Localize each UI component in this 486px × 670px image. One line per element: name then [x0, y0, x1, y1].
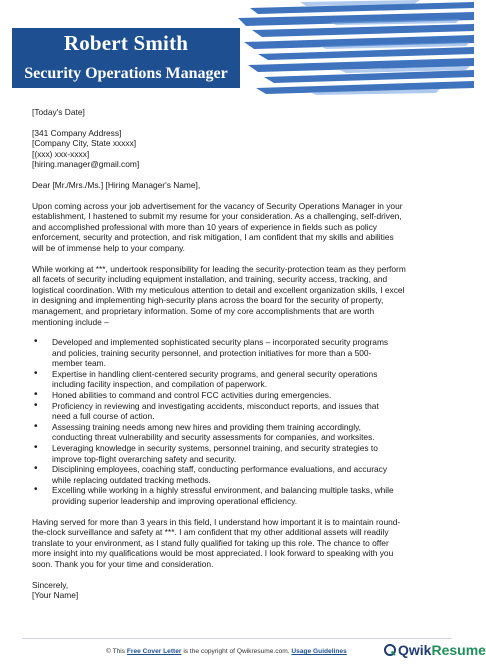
address-line: [341 Company Address]	[32, 127, 122, 138]
list-item-line: while replacing outdated tracking methods.	[52, 474, 211, 485]
paragraph-line: While working at ***, undertook responsibility for leading the security-protection team as they perform	[32, 263, 406, 274]
letter-date: [Today's Date]	[32, 107, 85, 117]
list-item-line: and policies, training security personnel, and protection initiatives for more than a 500-	[52, 347, 372, 358]
paragraph-line: and accomplished professional with more than 10 years of experience in fields such as policy	[32, 221, 377, 232]
list-item-line: • Developed and implemented sophisticated security plans – incorporated security programs	[52, 337, 389, 348]
logo-text-resume: Resume	[431, 642, 486, 658]
salutation-block	[32, 180, 446, 191]
logo-text-qwik: Qwik	[398, 642, 432, 658]
paragraph-line: soon. Thank you for your time and consideration.	[32, 558, 214, 569]
applicant-name: Robert Smith	[63, 31, 189, 55]
list-item	[52, 443, 446, 464]
job-title: Security Operations Manager	[24, 65, 228, 82]
list-item-line: • Honed abilities to command and control FCC activities during emergencies.	[52, 390, 332, 401]
qwikresume-logo[interactable]	[384, 642, 486, 658]
list-item	[52, 401, 446, 422]
list-item	[52, 422, 446, 443]
list-item	[52, 485, 446, 506]
accomplishments-list	[32, 337, 446, 507]
list-item-line: member team.	[52, 358, 106, 369]
paragraph-line: all facets of security including equipment installation, and training, security access, tracking, and	[32, 274, 388, 285]
list-item	[52, 369, 446, 390]
paragraph-line: in designing and implementing high-security plans across the board for the security of property,	[32, 295, 384, 306]
paragraph-line: translate to your environment, as I stand fully qualified for taking up this role. The chance to offer	[32, 537, 389, 548]
title-banner	[12, 62, 240, 88]
list-item-line: • Disciplining employees, coaching staff, conducting performance evaluations, and accuracy	[52, 464, 388, 475]
list-item-line: • Proficiency in reviewing and investigating accidents, misconduct reports, and issues that	[52, 400, 379, 411]
paragraph-experience	[32, 264, 446, 328]
list-item	[52, 337, 446, 369]
letter-body	[32, 107, 446, 611]
list-item	[52, 464, 446, 485]
paragraph-line: Having served for more than 3 years in this field, I understand how important it is to maintain round-	[32, 516, 401, 527]
address-block	[32, 128, 446, 170]
list-item-line: • Leveraging knowledge in security systems, personnel training, and security strategies to	[52, 443, 378, 454]
paragraph-line: establishment, I hastened to submit my resume for your consideration. As a challenging, self-driven,	[32, 211, 402, 222]
signature: [Your Name]	[32, 590, 79, 601]
address-line: [hiring.manager@gmail.com]	[32, 159, 140, 170]
list-item-line: providing superior leadership and improving operational efficiency.	[52, 496, 298, 506]
footer-divider	[22, 638, 452, 639]
paragraph-line: logistical coordination. With my meticulous attention to detail and excellent organization skills, I excel	[32, 284, 405, 295]
qwikresume-logo-icon	[384, 644, 396, 656]
paragraph-intro	[32, 201, 446, 254]
paragraph-line: will be of immense help to your company.	[32, 242, 185, 253]
usage-guidelines-link[interactable]: Usage Guidelines	[291, 648, 347, 655]
list-item-line: • Expertise in handling client-centered security programs, and general security operations	[52, 368, 378, 379]
copyright-middle: is the copyright of Qwikresume.com.	[181, 648, 292, 655]
salutation: Dear [Mr./Mrs./Ms.] [Hiring Manager's Name],	[32, 179, 201, 190]
paragraph-line: the-clock surveillance and safety at ***. I am confident that my other additional assets will readily	[32, 527, 389, 538]
list-item-line: • Excelling while working in a highly stressful environment, and balancing multiple tasks, while	[52, 485, 394, 496]
paragraph-line: management, and proprietary information. Some of my core accomplishments that are worth	[32, 305, 375, 316]
date-block	[32, 107, 446, 118]
address-line: [(xxx) xxx-xxxx]	[32, 148, 90, 159]
list-item-line: improve top-flight overarching safety and security.	[52, 453, 237, 464]
signoff-block	[32, 580, 446, 601]
free-cover-letter-link[interactable]: Free Cover Letter	[126, 648, 182, 655]
closing: Sincerely,	[32, 579, 69, 590]
paragraph-line: enforcement, security and protection, and risk mitigation, I am confident that my skills and abilities	[32, 232, 394, 243]
list-item-line: need a full course of action.	[52, 411, 155, 422]
copyright-prefix: © This	[106, 648, 127, 655]
paragraph-line: more insight into my qualifications would be most appreciated. I look forward to speaking with you	[32, 548, 394, 559]
header-banner	[0, 0, 474, 100]
paragraph-closing	[32, 517, 446, 570]
name-banner	[12, 28, 240, 62]
address-line: [Company City, State xxxxx]	[32, 138, 137, 149]
copyright-notice	[106, 648, 347, 655]
list-item	[52, 390, 446, 401]
list-item-line: • Assessing training needs among new hires and providing them training accordingly,	[52, 421, 361, 432]
paragraph-line: mentioning include –	[32, 316, 109, 327]
list-item-line: conducting threat vulnerability and security assessments for companies, and worksites.	[52, 432, 375, 443]
list-item-line: including facility inspection, and compilation of paperwork.	[52, 379, 268, 390]
paragraph-line: Upon coming across your job advertisement for the vacancy of Security Operations Manager in your	[32, 200, 403, 211]
